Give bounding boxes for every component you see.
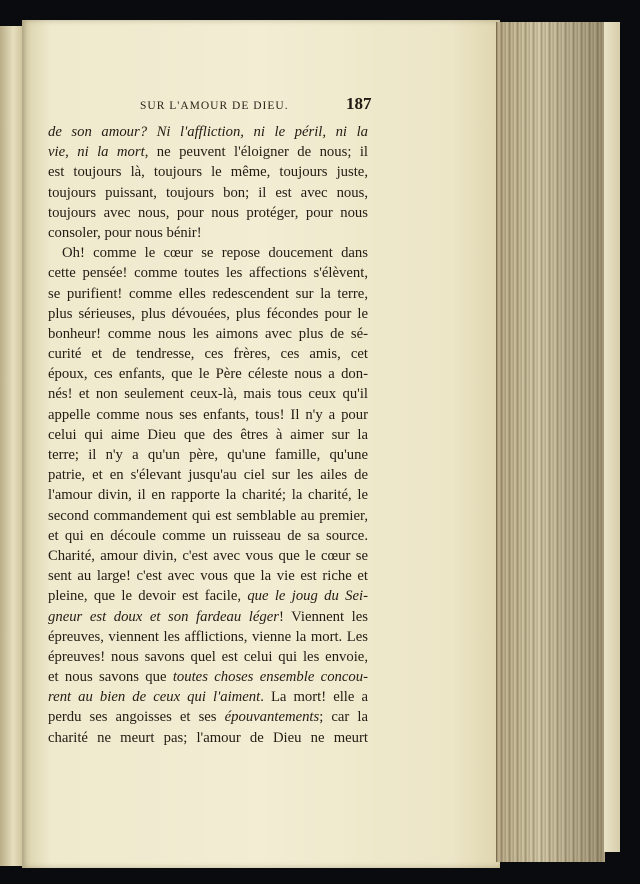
text-run: Oh! comme le cœur se repose doucement dans [62, 245, 368, 262]
italic-text: épouvantements [224, 709, 320, 726]
text-line [48, 526, 368, 546]
text-line [48, 324, 368, 344]
text-run: second commandement qui est semblable au premier, [48, 507, 368, 524]
text-run: est toujours là, toujours le même, toujours juste, [48, 164, 368, 181]
text-run: celui qui aime Dieu que des êtres à aimer sur la [48, 426, 368, 443]
text-line [48, 566, 368, 586]
italic-text: toutes choses ensemble concou- [172, 669, 368, 686]
text-line [48, 142, 368, 162]
text-run: plus sérieuses, plus dévouées, plus fécondes pour le [48, 305, 368, 322]
running-title: SUR L'AMOUR DE DIEU. [140, 100, 289, 112]
text-run: sent au large! c'est avec vous que la vie est riche et [48, 568, 368, 585]
text-line [48, 284, 368, 304]
text-line [48, 506, 368, 526]
text-run: épreuves! nous savons quel est celui qui les envoie, [48, 648, 368, 665]
text-line [48, 465, 368, 485]
italic-text: rent au bien de ceux qui l'aiment [48, 689, 261, 706]
text-line [48, 627, 368, 647]
back-cover-edge [604, 22, 620, 852]
page-edges-shade [496, 22, 604, 862]
text-run: toujours puissant, toujours bon; il est avec nous, [48, 184, 368, 201]
text-line [48, 384, 368, 404]
text-line [48, 728, 368, 748]
text-line [48, 203, 368, 223]
text-line [48, 687, 368, 707]
text-run: époux, ces enfants, que le Père céleste nous a don- [48, 366, 368, 383]
text-run: ! Viennent les [278, 608, 368, 625]
text-run: curité et de tendresse, ces frères, ces amis, cet [48, 346, 368, 363]
italic-text: gneur est doux et son fardeau léger [48, 608, 279, 625]
text-run: et qui en découle comme un ruisseau de sa source. [48, 527, 368, 544]
text-line [48, 546, 368, 566]
text-line [48, 607, 368, 627]
text-run: perdu ses angoisses et ses [48, 709, 225, 726]
text-line [48, 364, 368, 384]
text-line [48, 344, 368, 364]
text-run: toujours avec nous, pour nous protéger, pour nous [48, 204, 368, 221]
text-line [48, 223, 368, 243]
text-line [48, 122, 368, 142]
text-run: terre; il n'y a qu'un père, qu'une famille, qu'une [48, 447, 368, 463]
text-line [48, 304, 368, 324]
body-text [48, 122, 368, 748]
italic-text: que le joug du Sei- [247, 588, 368, 605]
text-run: . La mort! elle a [260, 689, 368, 706]
text-line [48, 647, 368, 667]
text-line [48, 425, 368, 445]
text-line [48, 183, 368, 203]
text-run: Charité, amour divin, c'est avec vous que le cœur se [48, 547, 368, 564]
text-run: patrie, et en s'élevant jusqu'au ciel sur les ailes de [48, 467, 368, 484]
text-line [48, 667, 368, 687]
text-run: cette pensée! comme toutes les affections s'élèvent, [48, 265, 368, 282]
text-run: nés! et non seulement ceux-là, mais tous ceux qu'il [48, 386, 368, 403]
text-line [48, 405, 368, 425]
text-run: épreuves, viennent les afflictions, vienne la mort. Les [48, 628, 368, 645]
text-line [48, 445, 368, 465]
italic-text: vie, ni la mort [48, 144, 145, 161]
text-line [48, 707, 368, 727]
left-page-edge [0, 26, 23, 866]
text-line [48, 586, 368, 606]
text-line [48, 162, 368, 182]
text-line [48, 243, 368, 263]
text-run: et nous savons que [48, 669, 173, 686]
italic-text: de son amour? Ni l'affliction, ni le péril, ni la [48, 124, 368, 140]
text-run: pleine, que le devoir est facile, [48, 588, 248, 605]
text-run: bonheur! comme nous les aimons avec plus de sé- [48, 325, 368, 342]
text-line [48, 485, 368, 505]
text-run: appelle comme nous ses enfants, tous! Il n'y a pour [48, 406, 368, 423]
text-run: consoler, pour nous bénir! [48, 224, 202, 241]
page-number: 187 [346, 94, 372, 113]
text-run: , ne peuvent l'éloigner de nous; il [144, 144, 368, 161]
text-run: l'amour divin, il en rapporte la charité; la charité, le [48, 487, 368, 504]
text-run: se purifient! comme elles redescendent sur la terre, [48, 285, 368, 302]
text-run: ; car la [319, 709, 368, 726]
text-run: charité ne meurt pas; l'amour de Dieu ne meurt [48, 729, 368, 746]
text-line [48, 263, 368, 283]
